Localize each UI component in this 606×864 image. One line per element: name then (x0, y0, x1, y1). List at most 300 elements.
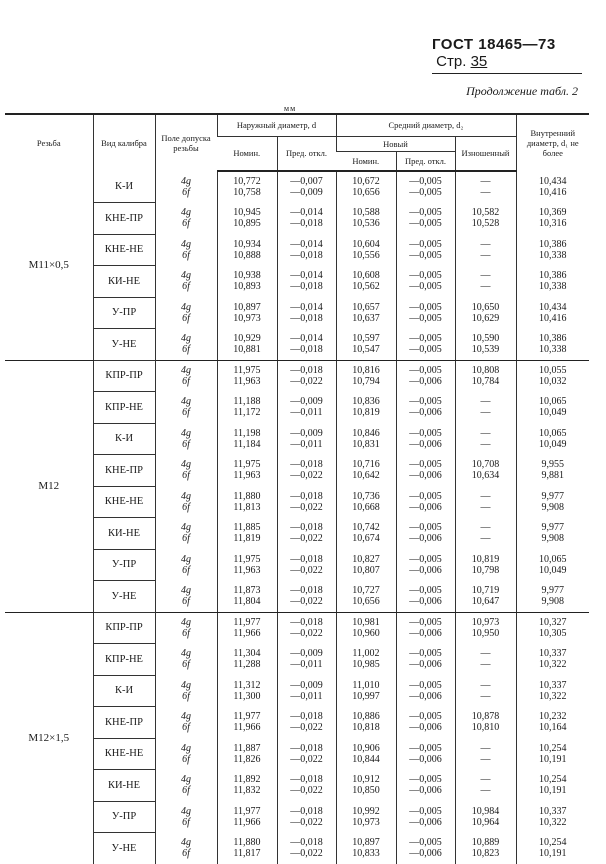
value: — (480, 238, 491, 250)
value: 11,010 (352, 679, 380, 691)
d1-cell (516, 423, 589, 455)
d2-dev-cell (396, 329, 455, 361)
value: —0,005 (409, 648, 442, 660)
value: 10,742 (352, 522, 380, 534)
value: —0,011 (290, 407, 323, 419)
value: —0,018 (290, 459, 323, 471)
value: —0,022 (290, 376, 323, 387)
worn-cell (455, 486, 516, 518)
d2-nom-cell (336, 171, 396, 203)
value: 10,338 (539, 344, 567, 355)
value: —0,009 (290, 187, 323, 199)
value: —0,005 (409, 553, 442, 565)
value: 10,322 (539, 690, 567, 702)
thread-designation: M12×1,5 (28, 731, 70, 744)
value: 11,826 (233, 753, 261, 765)
value: 10,886 (352, 711, 380, 723)
value: — (480, 690, 491, 702)
value: —0,005 (409, 459, 442, 471)
value: 10,634 (471, 470, 500, 482)
value: — (480, 270, 491, 282)
d2-nom-cell (336, 266, 396, 298)
value: 10,049 (539, 438, 567, 450)
value: —0,009 (290, 427, 323, 439)
tol-cell (155, 675, 217, 707)
tol-cell (155, 518, 217, 550)
value: 6f (182, 186, 190, 198)
value: —0,014 (290, 301, 323, 313)
value: — (480, 742, 491, 754)
value: 10,369 (539, 207, 567, 219)
value: 6f (182, 312, 190, 324)
value: —0,014 (290, 207, 323, 219)
value: 4g (181, 365, 191, 376)
gauge-type: КНЕ-ПР (93, 707, 155, 739)
d2-nom-cell (336, 707, 396, 739)
value: 10,582 (471, 207, 500, 219)
tol-cell (155, 738, 217, 770)
d2-dev-cell (396, 392, 455, 424)
value: 6f (182, 249, 190, 261)
value: 10,337 (539, 648, 567, 660)
worn-cell (455, 392, 516, 424)
value: 10,416 (539, 312, 567, 324)
d2-dev-cell (396, 581, 455, 613)
d2-dev-cell (396, 675, 455, 707)
d-dev-cell (277, 801, 336, 833)
d-nom-cell (217, 360, 277, 392)
d-dev-cell (277, 297, 336, 329)
table-row (5, 329, 589, 361)
value: —0,018 (290, 249, 323, 261)
value: 10,881 (233, 344, 261, 355)
value: 9,908 (541, 533, 564, 545)
gauge-type: КНЕ-НЕ (93, 234, 155, 266)
table-row (5, 360, 589, 392)
value: 11,288 (233, 659, 261, 671)
value: 10,316 (539, 218, 567, 230)
d-dev-cell (277, 171, 336, 203)
value: —0,018 (290, 312, 323, 324)
d-dev-cell (277, 738, 336, 770)
value: 11,002 (352, 648, 380, 660)
value: 10,807 (352, 564, 380, 576)
value: — (480, 648, 491, 660)
d2-dev-cell (396, 455, 455, 487)
d-nom-cell (217, 329, 277, 361)
value: 10,992 (352, 805, 380, 817)
gauge-type: К-И (93, 171, 155, 203)
tol-cell (155, 360, 217, 392)
value: — (480, 533, 491, 545)
value: 11,977 (233, 711, 261, 723)
d2-dev-cell (396, 549, 455, 581)
d2-nom-cell (336, 486, 396, 518)
value: 10,305 (539, 628, 567, 639)
value: —0,022 (290, 848, 323, 859)
d2-dev-cell (396, 203, 455, 235)
tol-cell (155, 612, 217, 644)
value: 4g (181, 553, 191, 565)
d2-dev-cell (396, 612, 455, 644)
d-nom-cell (217, 455, 277, 487)
value: 4g (181, 459, 191, 471)
value: 10,772 (233, 176, 261, 188)
worn-cell (455, 581, 516, 613)
d1-cell (516, 486, 589, 518)
d2-dev-cell (396, 833, 455, 864)
value: 10,973 (471, 617, 500, 628)
tol-cell (155, 644, 217, 676)
tol-cell (155, 329, 217, 361)
units-label: мм (284, 104, 297, 113)
value: 10,981 (352, 617, 380, 628)
value: 10,434 (539, 175, 567, 187)
value: 10,528 (471, 218, 500, 230)
value: 10,604 (352, 238, 380, 250)
d-nom-cell (217, 266, 277, 298)
value: 4g (181, 585, 191, 596)
table-row (5, 549, 589, 581)
value: 10,539 (471, 344, 500, 355)
value: 4g (181, 175, 191, 187)
value: 10,338 (539, 281, 567, 293)
d2-nom-cell (336, 297, 396, 329)
d2-dev-cell (396, 518, 455, 550)
d2-nom-cell (336, 234, 396, 266)
d1-cell (516, 644, 589, 676)
gauge-type: КПР-НЕ (93, 644, 155, 676)
value: 4g (181, 427, 191, 439)
value: 4g (181, 679, 191, 691)
value: 10,798 (471, 564, 500, 576)
value: 11,975 (233, 553, 261, 565)
d1-cell (516, 360, 589, 392)
col-pitch-diameter: Средний диаметр, d₂ (336, 114, 516, 136)
value: —0,006 (409, 501, 442, 513)
d-dev-cell (277, 707, 336, 739)
value: 4g (181, 522, 191, 534)
value: 10,556 (352, 249, 380, 261)
worn-cell (455, 329, 516, 361)
worn-cell (455, 234, 516, 266)
value: 10,810 (471, 722, 500, 734)
worn-cell (455, 266, 516, 298)
value: 9,977 (541, 522, 564, 534)
value: 10,846 (352, 427, 380, 439)
d2-nom-cell (336, 518, 396, 550)
value: —0,018 (290, 344, 323, 355)
value: 10,985 (352, 659, 380, 671)
value: 4g (181, 238, 191, 250)
tol-cell (155, 203, 217, 235)
standard-number: ГОСТ 18465—73 (432, 36, 556, 53)
d2-nom-cell (336, 738, 396, 770)
value: — (480, 281, 491, 293)
d1-cell (516, 581, 589, 613)
value: —0,006 (409, 753, 442, 765)
value: 10,647 (471, 596, 500, 607)
table-row (5, 833, 589, 864)
table-row (5, 518, 589, 550)
value: 11,963 (233, 470, 261, 482)
d1-cell (516, 455, 589, 487)
value: 10,912 (352, 774, 380, 786)
d1-cell (516, 738, 589, 770)
d1-cell (516, 801, 589, 833)
value: 10,386 (539, 333, 567, 344)
value: 10,590 (471, 333, 500, 344)
d-nom-cell (217, 644, 277, 676)
value: 10,758 (233, 187, 261, 199)
value: —0,005 (409, 218, 442, 230)
value: —0,005 (409, 238, 442, 250)
value: —0,005 (409, 249, 442, 261)
d-nom-cell (217, 738, 277, 770)
worn-cell (455, 423, 516, 455)
value: 10,416 (539, 186, 567, 198)
d-nom-cell (217, 801, 277, 833)
worn-cell (455, 738, 516, 770)
value: 10,836 (352, 396, 380, 408)
d-dev-cell (277, 549, 336, 581)
value: — (480, 427, 491, 439)
value: 10,794 (352, 376, 380, 387)
value: 11,977 (233, 805, 261, 817)
d-nom-cell (217, 171, 277, 203)
value: 10,065 (539, 396, 567, 408)
value: 10,716 (352, 459, 380, 471)
gauge-type: К-И (93, 423, 155, 455)
value: —0,009 (290, 648, 323, 660)
value: —0,006 (409, 690, 442, 702)
value: 10,322 (539, 659, 567, 671)
value: 10,337 (539, 679, 567, 691)
value: 10,254 (539, 742, 567, 754)
d2-dev-cell (396, 360, 455, 392)
value: 10,960 (352, 628, 380, 639)
worn-cell (455, 518, 516, 550)
value: —0,011 (290, 438, 323, 450)
d2-nom-cell (336, 801, 396, 833)
d2-dev-cell (396, 423, 455, 455)
col-d-limit-dev: Пред. откл. (277, 136, 336, 171)
table-row (5, 234, 589, 266)
value: 9,908 (541, 501, 564, 513)
value: 10,823 (471, 848, 500, 859)
value: — (480, 438, 491, 450)
value: —0,018 (290, 365, 323, 376)
d-dev-cell (277, 833, 336, 864)
d2-dev-cell (396, 234, 455, 266)
tol-cell (155, 486, 217, 518)
gauge-type: У-ПР (93, 297, 155, 329)
value: — (480, 785, 491, 797)
d2-nom-cell (336, 644, 396, 676)
d2-dev-cell (396, 707, 455, 739)
value: 11,804 (233, 596, 261, 607)
tol-cell (155, 266, 217, 298)
value: —0,018 (290, 281, 323, 293)
col-outer-diameter: Наружный диаметр, d (217, 114, 336, 136)
value: —0,006 (409, 533, 442, 545)
col-thread: Резьба (5, 114, 93, 171)
value: —0,006 (409, 438, 442, 450)
d1-cell (516, 297, 589, 329)
value: —0,022 (290, 753, 323, 765)
value: 10,642 (352, 470, 380, 482)
value: 10,322 (539, 816, 567, 828)
value: —0,018 (290, 522, 323, 534)
value: 10,386 (539, 270, 567, 282)
d2-nom-cell (336, 612, 396, 644)
d-nom-cell (217, 581, 277, 613)
d2-nom-cell (336, 833, 396, 864)
value: —0,005 (409, 742, 442, 754)
tol-cell (155, 171, 217, 203)
tol-cell (155, 770, 217, 802)
value: —0,018 (290, 805, 323, 817)
value: —0,005 (409, 837, 442, 848)
value: —0,018 (290, 617, 323, 628)
value: 9,908 (541, 596, 564, 607)
gauge-type: КНЕ-НЕ (93, 486, 155, 518)
value: —0,005 (409, 774, 442, 786)
value: 6f (182, 344, 190, 355)
value: —0,022 (290, 533, 323, 545)
value: —0,005 (409, 427, 442, 439)
d-nom-cell (217, 770, 277, 802)
gauge-dimensions-table (5, 113, 589, 864)
value: 9,955 (541, 459, 564, 471)
value: 10,819 (352, 407, 380, 419)
value: 4g (181, 837, 191, 848)
d-nom-cell (217, 549, 277, 581)
table-row (5, 455, 589, 487)
col-d2-nominal: Номин. (336, 151, 396, 171)
value: 10,536 (352, 218, 380, 230)
d2-nom-cell (336, 581, 396, 613)
value: —0,014 (290, 270, 323, 282)
value: 4g (181, 805, 191, 817)
value: — (480, 407, 491, 419)
value: 10,727 (352, 585, 380, 596)
d-dev-cell (277, 675, 336, 707)
worn-cell (455, 707, 516, 739)
value: — (480, 187, 491, 199)
value: —0,018 (290, 742, 323, 754)
value: 10,049 (539, 564, 567, 576)
value: —0,006 (409, 407, 442, 419)
worn-cell (455, 549, 516, 581)
page-number: 35 (470, 53, 488, 70)
gauge-type: КПР-НЕ (93, 392, 155, 424)
value: —0,006 (409, 785, 442, 797)
value: —0,005 (409, 365, 442, 376)
value: —0,005 (409, 301, 442, 313)
value: 6f (182, 376, 190, 387)
value: 6f (182, 407, 190, 419)
table-row (5, 675, 589, 707)
value: 10,327 (539, 617, 567, 628)
value: 9,977 (541, 585, 564, 596)
value: 10,818 (352, 722, 380, 734)
d-dev-cell (277, 392, 336, 424)
d2-dev-cell (396, 738, 455, 770)
value: 11,819 (233, 533, 261, 545)
value: 10,964 (471, 816, 500, 828)
col-new: Новый (336, 136, 455, 151)
d-nom-cell (217, 518, 277, 550)
table-row (5, 423, 589, 455)
value: 10,945 (233, 207, 261, 219)
d-nom-cell (217, 203, 277, 235)
d1-cell (516, 833, 589, 864)
d-dev-cell (277, 423, 336, 455)
col-inner-diameter: Внутренний диаметр, d₁ не более (516, 114, 589, 171)
worn-cell (455, 770, 516, 802)
d2-dev-cell (396, 171, 455, 203)
value: 10,827 (352, 553, 380, 565)
d-dev-cell (277, 581, 336, 613)
value: —0,018 (290, 218, 323, 230)
value: 11,300 (233, 690, 261, 702)
d2-nom-cell (336, 549, 396, 581)
d-dev-cell (277, 455, 336, 487)
value: 10,895 (233, 218, 261, 230)
table-row (5, 266, 589, 298)
value: —0,009 (290, 396, 323, 408)
value: — (480, 396, 491, 408)
value: 11,172 (233, 407, 261, 419)
table-row (5, 486, 589, 518)
value: 10,191 (539, 848, 567, 859)
value: 11,975 (233, 459, 261, 471)
value: —0,005 (409, 207, 442, 219)
value: —0,006 (409, 659, 442, 671)
thread-designation: M12 (5, 360, 93, 612)
value: 11,966 (233, 816, 261, 828)
value: 10,232 (539, 711, 567, 723)
value: —0,014 (290, 238, 323, 250)
value: —0,018 (290, 837, 323, 848)
d2-nom-cell (336, 675, 396, 707)
value: — (480, 501, 491, 513)
value: 10,588 (352, 207, 380, 219)
worn-cell (455, 297, 516, 329)
value: 10,191 (539, 785, 567, 797)
thread-designation: M11×0,5 (5, 171, 93, 360)
d2-nom-cell (336, 360, 396, 392)
tol-cell (155, 801, 217, 833)
d-nom-cell (217, 234, 277, 266)
col-d-nominal: Номин. (217, 136, 277, 171)
value: 10,254 (539, 837, 567, 848)
value: 6f (182, 218, 190, 230)
value: 10,819 (471, 553, 500, 565)
tol-cell (155, 707, 217, 739)
value: 4g (181, 774, 191, 786)
value: 11,966 (233, 722, 261, 734)
value: 6f (182, 628, 190, 639)
d-nom-cell (217, 612, 277, 644)
worn-cell (455, 833, 516, 864)
table-row (5, 738, 589, 770)
d1-cell (516, 549, 589, 581)
value: 6f (182, 816, 190, 828)
value: —0,018 (290, 711, 323, 723)
d2-nom-cell (336, 423, 396, 455)
